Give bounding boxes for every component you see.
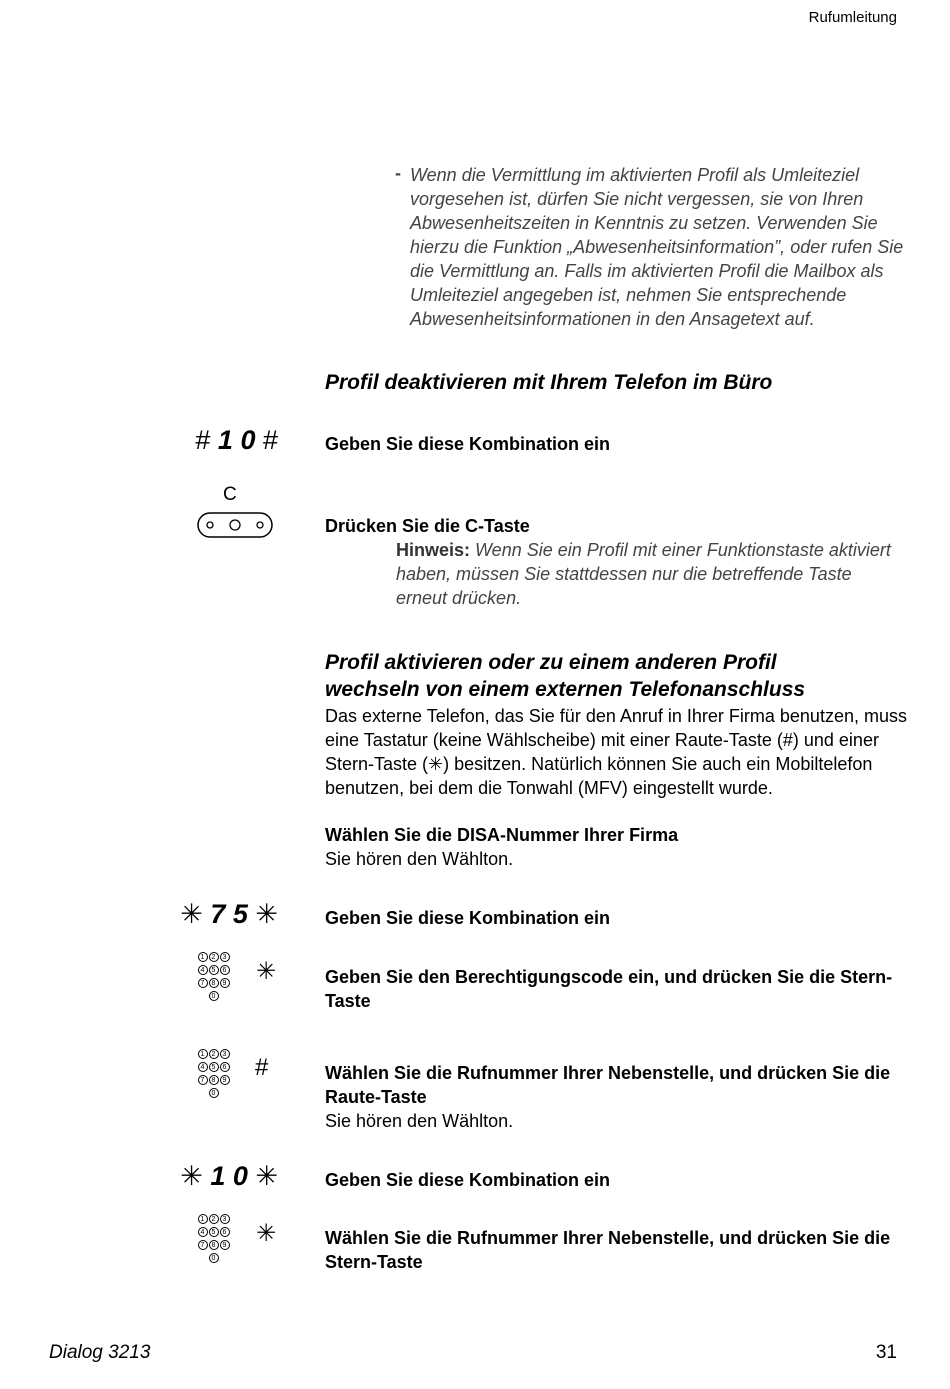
instruction-enter-combination: Geben Sie diese Kombination ein — [325, 434, 611, 454]
keypad-icon — [197, 1214, 230, 1266]
instruction-dial-extension: Wählen Sie die Rufnummer Ihrer Nebenstelle, und drücken Sie die Stern-Taste — [325, 1228, 891, 1272]
key-5-icon: 5 — [209, 965, 219, 975]
key-1-icon: 1 — [198, 952, 208, 962]
hint-label: Hinweis: — [396, 540, 471, 560]
instruction-press-c: Drücken Sie die C-Taste — [325, 516, 530, 536]
key-4-icon: 4 — [198, 1062, 208, 1072]
key-5-icon: 5 — [209, 1227, 219, 1237]
key-9-icon: 9 — [220, 1075, 230, 1085]
key-8-icon: 8 — [209, 1240, 219, 1250]
key-0-icon: 0 — [209, 1253, 219, 1263]
heading-line: wechseln von einem externen Telefonanschluss — [325, 678, 806, 701]
hash-symbol: # — [782, 730, 793, 750]
instruction-dial-extension: Wählen Sie die Rufnummer Ihrer Nebenstelle, und drücken Sie die Raute-Taste — [325, 1063, 891, 1107]
code-digits: 1 0 — [202, 1161, 256, 1191]
star-symbol: ✳ — [180, 1161, 203, 1191]
key-5-icon: 5 — [209, 1062, 219, 1072]
key-6-icon: 6 — [220, 1062, 230, 1072]
page-number: 31 — [875, 1342, 897, 1363]
key-6-icon: 6 — [220, 1227, 230, 1237]
code-hash-10-hash — [150, 425, 278, 456]
result-dial-tone: Sie hören den Wählton. — [325, 849, 514, 869]
intro-paragraph — [325, 704, 915, 800]
intro-text: ) besitzen. Natürlich können Sie auch ein Mobiltelefon benutzen, bei dem die Tonwahl (MFV) eingestellt wurde. — [325, 754, 873, 798]
intro-text: ) und einer Stern-Taste ( — [325, 730, 879, 774]
key-4-icon: 4 — [198, 1227, 208, 1237]
key-7-icon: 7 — [198, 978, 208, 988]
key-3-icon: 3 — [220, 952, 230, 962]
key-9-icon: 9 — [220, 1240, 230, 1250]
c-key-label: C — [223, 484, 237, 505]
code-star-75-star — [150, 899, 278, 930]
key-2-icon: 2 — [209, 1049, 219, 1059]
key-3-icon: 3 — [220, 1049, 230, 1059]
hash-symbol: # — [195, 425, 211, 455]
key-1-icon: 1 — [198, 1049, 208, 1059]
key-1-icon: 1 — [198, 1214, 208, 1224]
star-key-icon: ✳ — [256, 958, 277, 985]
key-8-icon: 8 — [209, 978, 219, 988]
key-6-icon: 6 — [220, 965, 230, 975]
c-key-icon — [197, 511, 273, 539]
key-3-icon: 3 — [220, 1214, 230, 1224]
note-bullet: - — [395, 163, 401, 183]
instruction-enter-combination: Geben Sie diese Kombination ein — [325, 908, 611, 928]
code-digits: 7 5 — [202, 899, 256, 929]
key-8-icon: 8 — [209, 1075, 219, 1085]
hint-note — [396, 538, 906, 610]
code-digits: 1 0 — [210, 425, 263, 455]
key-4-icon: 4 — [198, 965, 208, 975]
hash-symbol: # — [262, 425, 278, 455]
hash-key-icon: # — [255, 1054, 269, 1081]
keypad-icon — [197, 1049, 230, 1101]
running-header: Rufumleitung — [808, 9, 897, 26]
code-star-10-star — [150, 1161, 278, 1192]
star-symbol: ✳ — [255, 899, 278, 929]
star-symbol: ✳ — [180, 899, 203, 929]
instruction-enter-combination: Geben Sie diese Kombination ein — [325, 1170, 611, 1190]
intro-text: Das externe Telefon, das Sie für den Anruf in Ihrer Firma benutzen, muss eine Tastatur (keine Wählscheibe) mit einer Raute-Taste ( — [325, 706, 907, 750]
key-0-icon: 0 — [209, 991, 219, 1001]
key-7-icon: 7 — [198, 1075, 208, 1085]
hint-text: Wenn Sie ein Profil mit einer Funktionstaste aktiviert haben, müssen Sie stattdessen nur die betreffende Taste erneut drücken. — [396, 540, 891, 608]
instruction-auth-code: Geben Sie den Berechtigungscode ein, und drücken Sie die Stern-Taste — [325, 967, 893, 1011]
heading-line: Profil aktivieren oder zu einem anderen Profil — [325, 651, 777, 674]
note-text: Wenn die Vermittlung im aktivierten Profil als Umleiteziel vorgesehen ist, dürfen Sie nicht vergessen, sie von Ihren Abwesenheitszeiten in Kenntnis zu setzen. Verwenden Sie hierzu die Funktion „Abwesenheitsinformation”, oder rufen Sie die Vermittlung an. Falls im aktivierten Profil die Mailbox als Umleiteziel angegeben ist, nehmen Sie entsprechende Abwesenheitsinformationen in den Ansagetext auf. — [410, 165, 904, 329]
key-7-icon: 7 — [198, 1240, 208, 1250]
result-dial-tone: Sie hören den Wählton. — [325, 1111, 514, 1131]
section-heading-activate — [325, 649, 805, 703]
keypad-icon — [197, 952, 230, 1004]
star-symbol: ✳ — [428, 754, 444, 774]
key-2-icon: 2 — [209, 1214, 219, 1224]
key-2-icon: 2 — [209, 952, 219, 962]
instruction-dial-disa: Wählen Sie die DISA-Nummer Ihrer Firma — [325, 825, 679, 845]
star-symbol: ✳ — [255, 1161, 278, 1191]
section-heading-deactivate: Profil deaktivieren mit Ihrem Telefon im Büro — [325, 371, 773, 394]
star-key-icon: ✳ — [256, 1220, 277, 1247]
key-0-icon: 0 — [209, 1088, 219, 1098]
footer-model: Dialog 3213 — [49, 1342, 151, 1363]
key-9-icon: 9 — [220, 978, 230, 988]
